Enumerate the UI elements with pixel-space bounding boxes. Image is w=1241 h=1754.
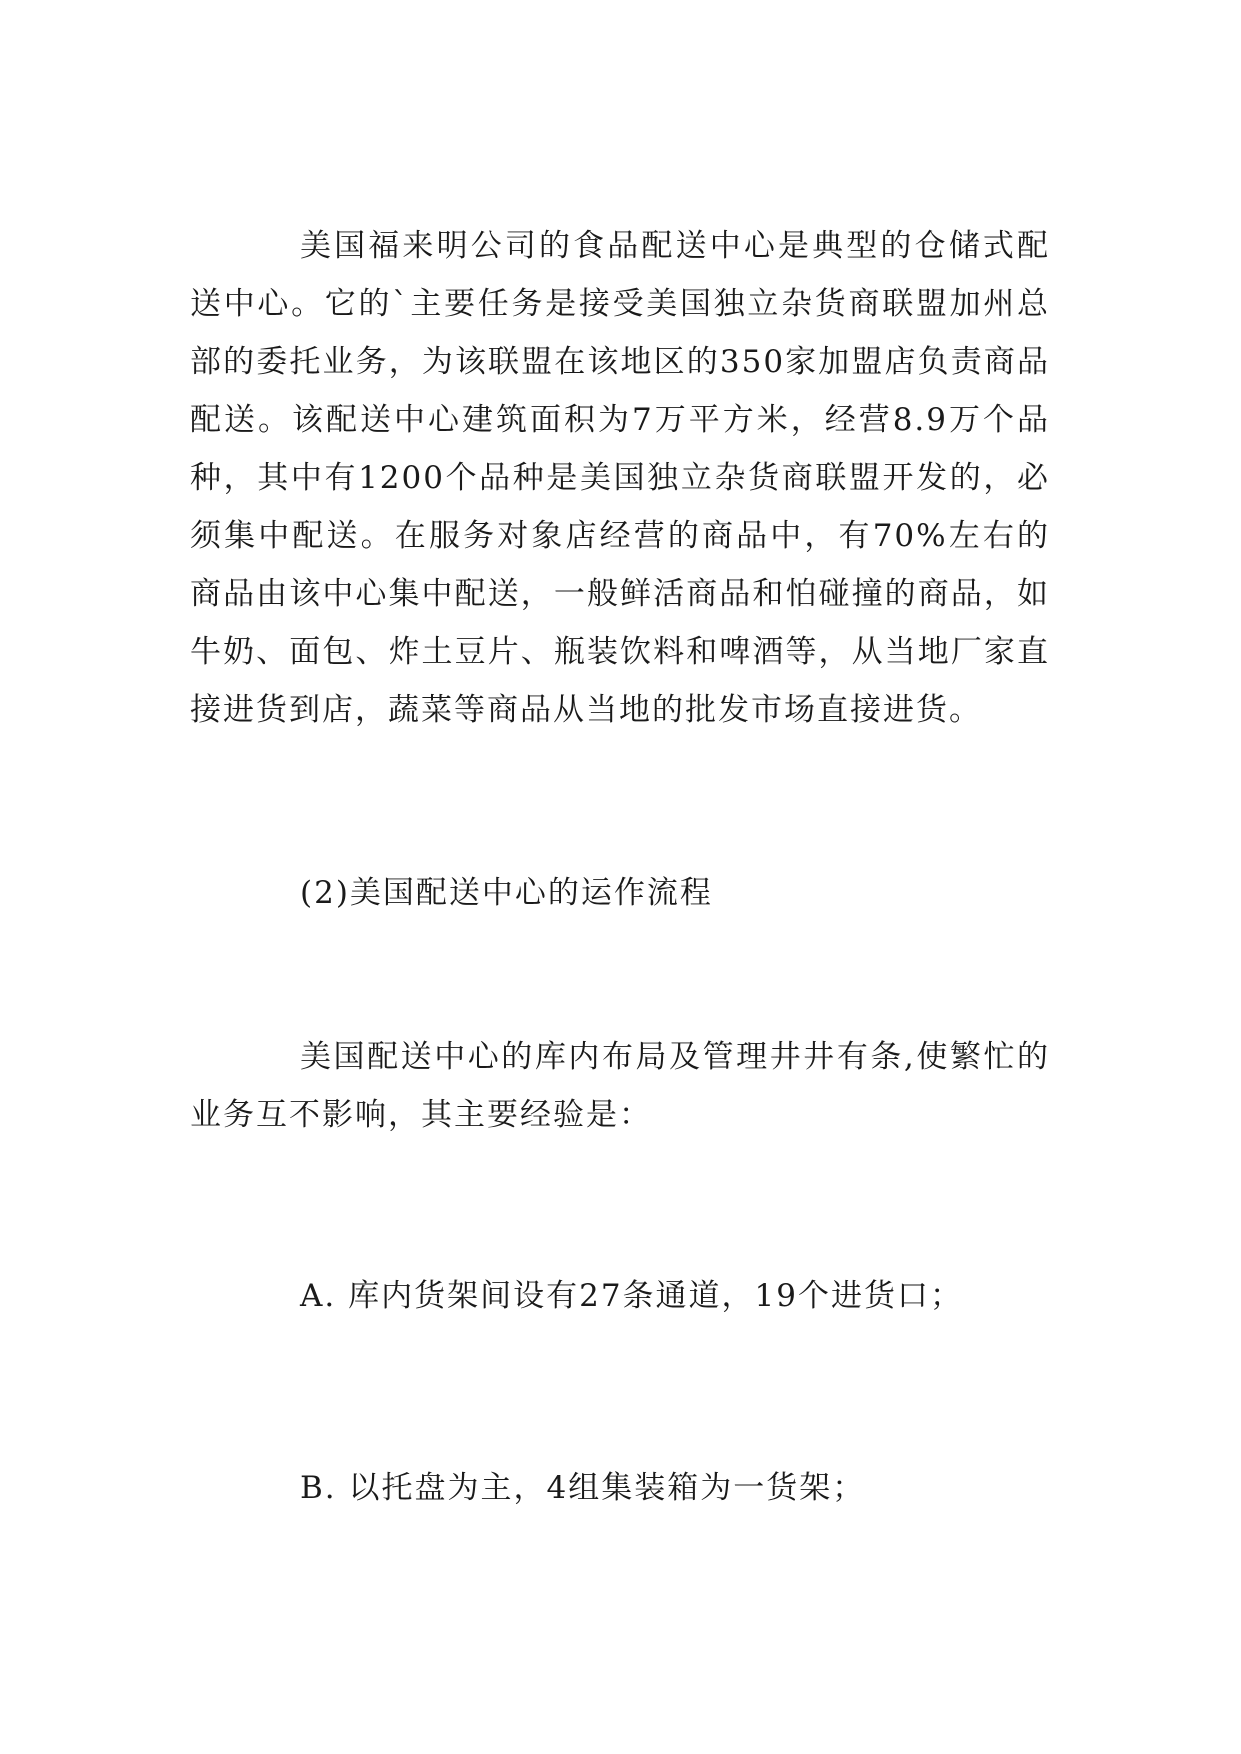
body-paragraph: 美国配送中心的库内布局及管理井井有条,使繁忙的业务互不影响，其主要经验是： bbox=[190, 1039, 1050, 1133]
body-paragraph: 美国福来明公司的食品配送中心是典型的仓储式配送中心。它的`主要任务是接受美国独立杂货商联盟加州总部的委托业务，为该联盟在该地区的350家加盟店负责商品配送。该配送中心建筑面积为7万平方米，经营8.9万个品种，其中有1200个品种是美国独立杂货商联盟开发的，必须集中配送。在服务对象店经营的商品中，有70%左右的商品由该中心集中配送，一般鲜活商品和怕碰撞的商品，如牛奶、面包、炸土豆片、瓶装饮料和啤酒等，从当地厂家直接进货到店，蔬菜等商品从当地的批发市场直接进货。 bbox=[190, 228, 1050, 728]
list-item: B. 以托盘为主，4组集装箱为一货架； bbox=[300, 1470, 866, 1506]
list-item: A. 库内货架间设有27条通道，19个进货口； bbox=[300, 1278, 963, 1314]
section-heading: (2)美国配送中心的运作流程 bbox=[300, 875, 713, 911]
